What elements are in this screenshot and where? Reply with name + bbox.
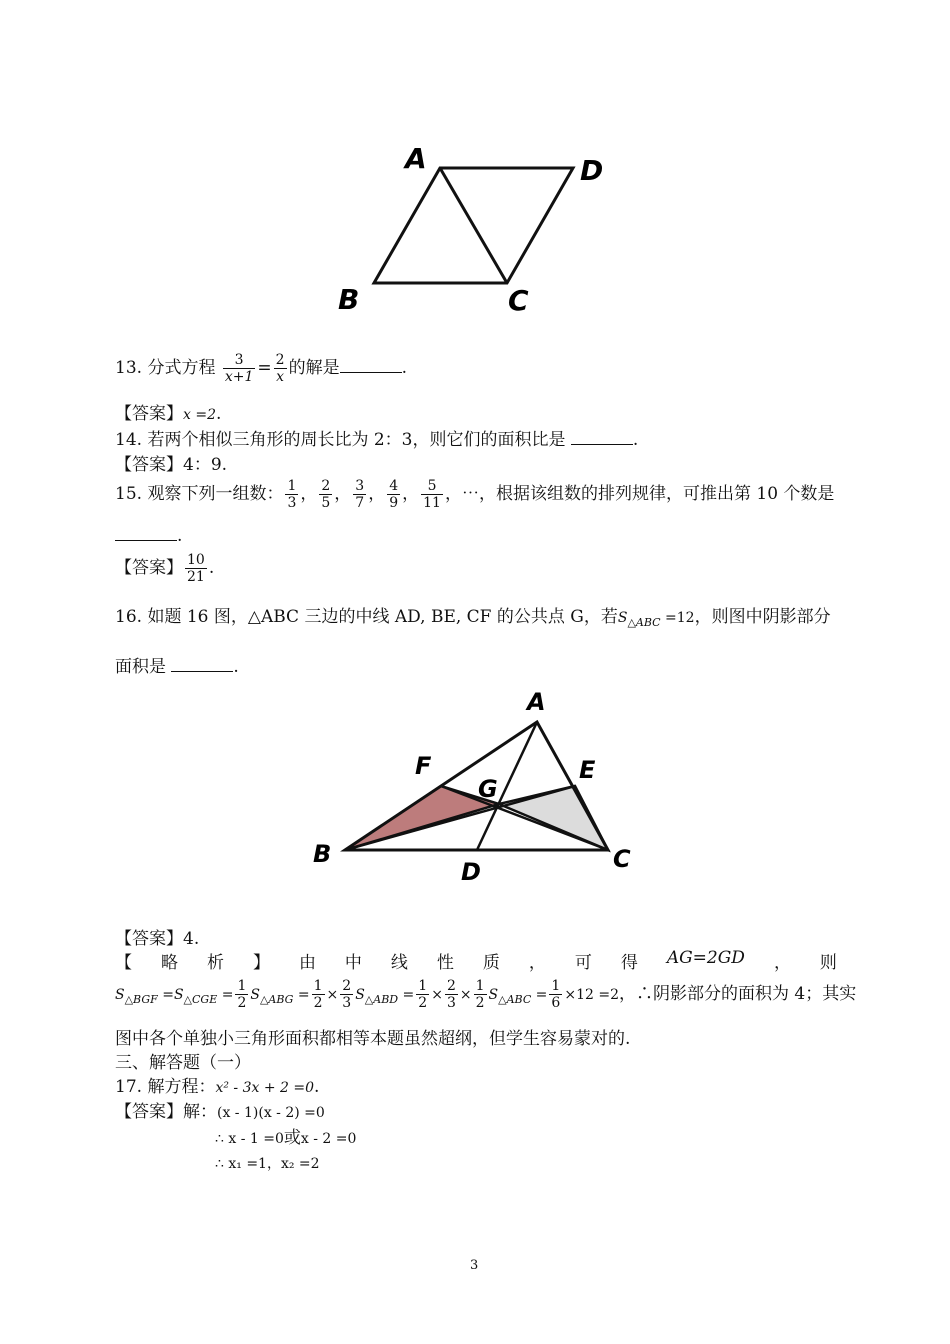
answer-16 — [115, 924, 199, 949]
analysis-line-1: 【 略 析 】 由 中 线 性 质 ， 可 得 AG=2GD ， 则 — [115, 948, 837, 973]
q15-frac-2: $\frac{2}{5}$ — [321, 478, 331, 512]
label-d: D — [580, 154, 604, 187]
label-d: D — [461, 858, 481, 886]
answer-blank — [115, 526, 177, 541]
answer-17 — [115, 1097, 325, 1122]
answer-tag: 【答案】 — [115, 929, 183, 949]
q17-equation: x² - 3x + 2 =0 — [215, 1080, 315, 1096]
label-a: A — [527, 688, 546, 716]
answer-14-value: 4：9. — [183, 455, 228, 475]
question-17: 17. 解方程：x² - 3x + 2 =0. — [115, 1077, 320, 1097]
q13-frac1: $\frac{3}{x+1}$ — [224, 352, 254, 386]
question-15: 15. 观察下列一组数： $\frac{1}{3}$ ， $\frac{2}{5}$ ， $\frac{3}{7}$ ， $\frac{4}{9}$ ， $\frac{5}{11}$ ，⋯，根据该组数的排列规律，可推出第 10 个数是 — [115, 478, 835, 512]
answer-tag: 【答案】 — [115, 404, 183, 424]
analysis-line-2: $S_{\triangle BGF} =S_{\triangle CGE}$ = $\frac{1}{2}$ $S_{\triangle ABG}$ = $\frac{1}{2}$ × $\frac{2}{3}$ $S_{\triangle ABD}$ = $\frac{1}{2}$ × $\frac{2}{3}$ × $\frac{1}{2}$ $S_{\triangle ABC}$ = $\frac{1}{6}$ ×12 =2，∴阴影部分的面积为 4；其实 — [115, 978, 857, 1012]
section-title: 三、解答题（一） — [115, 1053, 251, 1073]
shaded-region-left — [345, 786, 499, 850]
answer-blank — [171, 657, 233, 672]
answer-tag: 【答案】 — [115, 558, 183, 579]
q13-frac2: $\frac{2}{x}$ — [275, 352, 285, 386]
q15-frac-3: $\frac{3}{7}$ — [355, 478, 365, 512]
analysis-line-2-suffix: ，∴阴影部分的面积为 4；其实 — [618, 984, 857, 1005]
a17-step-3: ∴ x₁ =1，x₂ =2 — [215, 1156, 320, 1172]
q14-text: 14. 若两个相似三角形的周长比为 2：3，则它们的面积比是 — [115, 430, 571, 450]
a17-step-1: (x - 1)(x - 2) =0 — [217, 1105, 325, 1121]
a17-step-2: ∴ x - 1 =0或x - 2 =0 — [215, 1128, 357, 1148]
q17-prefix: 17. 解方程： — [115, 1077, 216, 1097]
question-16: 16. 如题 16 图，△ABC 三边的中线 AD, BE, CF 的公共点 G，若$S_{\triangle ABC} =12$，则图中阴影部分 — [115, 607, 831, 629]
q15-prefix: 15. 观察下列一组数： — [115, 484, 284, 505]
answer-13: 【答案】x =2. — [115, 404, 222, 424]
parallelogram-figure — [330, 135, 620, 320]
question-13: 13. 分式方程 $\frac{3}{x+1}$ = $\frac{2}{x}$ 的解是 . — [115, 352, 407, 386]
q13-suffix: 的解是 — [288, 358, 340, 379]
answer-16-value: 4. — [183, 929, 200, 949]
label-f: F — [415, 752, 432, 780]
page-number: 3 — [470, 1258, 479, 1273]
q15-frac-1: $\frac{1}{3}$ — [287, 478, 297, 512]
q15-frac-4: $\frac{4}{9}$ — [389, 478, 399, 512]
label-e: E — [579, 756, 596, 784]
answer-blank — [571, 430, 633, 445]
q16-suffix: ，则图中阴影部分 — [694, 607, 831, 627]
a15-frac: $\frac{10}{21}$ — [187, 552, 205, 586]
analysis-line-3: 图中各个单独小三角形面积都相等本题虽然超纲，但学生容易蒙对的. — [115, 1029, 631, 1049]
question-14: 14. 若两个相似三角形的周长比为 2：3，则它们的面积比是 . — [115, 430, 639, 450]
q16-area-symbol: S — [617, 610, 628, 626]
triangle-figure — [305, 682, 645, 887]
label-b: B — [313, 840, 332, 868]
q15-frac-5: $\frac{5}{11}$ — [423, 478, 441, 512]
answer-tag: 【答案】 — [115, 455, 183, 475]
answer-14 — [115, 450, 227, 475]
answer-13-value: x =2 — [183, 407, 216, 423]
q15-suffix: ，⋯，根据该组数的排列规律，可推出第 10 个数是 — [444, 484, 835, 505]
question-16-line2: 面积是 . — [115, 657, 239, 677]
q13-prefix: 13. 分式方程 — [115, 358, 216, 379]
label-c: C — [508, 284, 529, 317]
answer-tag: 【答案】解： — [115, 1102, 217, 1122]
question-15-blank-line: . — [115, 526, 182, 546]
answer-15: 【答案】 $\frac{10}{21}$ . — [115, 552, 215, 586]
label-c: C — [613, 845, 631, 873]
label-g: G — [478, 775, 498, 803]
diagonal-ac — [440, 168, 507, 283]
answer-blank — [340, 358, 402, 373]
label-a: A — [405, 142, 427, 175]
q16-line2-text: 面积是 — [115, 657, 172, 677]
label-b: B — [338, 283, 360, 316]
q16-text: 16. 如题 16 图，△ABC 三边的中线 AD, BE, CF 的公共点 G，若 — [115, 607, 618, 627]
